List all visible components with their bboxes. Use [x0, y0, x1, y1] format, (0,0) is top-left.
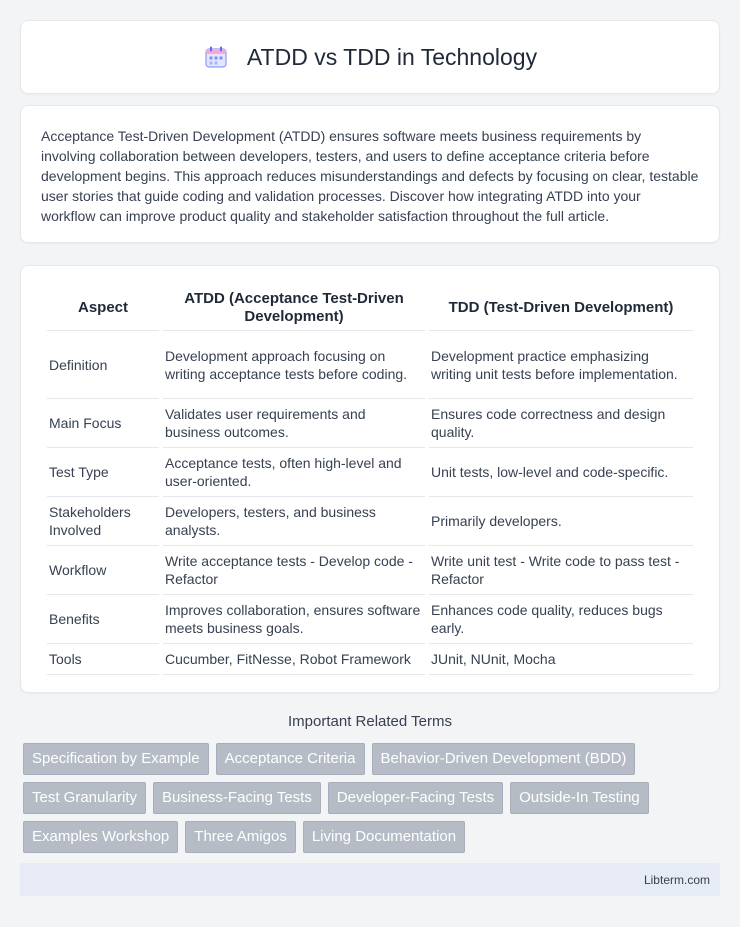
cell-aspect: Main Focus	[47, 399, 159, 448]
cell-tdd: Development practice emphasizing writing unit tests before implementation.	[429, 331, 693, 399]
tag-developer-facing-tests[interactable]: Developer-Facing Tests	[328, 782, 503, 814]
cell-aspect: Definition	[47, 331, 159, 399]
header-tdd: TDD (Test-Driven Development)	[429, 286, 693, 331]
tag-specification-by-example[interactable]: Specification by Example	[23, 743, 209, 775]
table-header-row	[47, 286, 693, 331]
tag-living-documentation[interactable]: Living Documentation	[303, 821, 465, 853]
comparison-table	[43, 286, 697, 675]
cell-tdd: Write unit test - Write code to pass test - Refactor	[429, 546, 693, 595]
cell-aspect: Tools	[47, 644, 159, 675]
cell-tdd: Ensures code correctness and design quality.	[429, 399, 693, 448]
cell-atdd: Cucumber, FitNesse, Robot Framework	[163, 644, 425, 675]
cell-atdd: Validates user requirements and business outcomes.	[163, 399, 425, 448]
table-row	[47, 331, 693, 399]
tag-test-granularity[interactable]: Test Granularity	[23, 782, 146, 814]
comparison-table-card	[20, 265, 720, 693]
header-aspect: Aspect	[47, 286, 159, 331]
footer	[20, 863, 720, 896]
table-row	[47, 644, 693, 675]
cell-tdd: Primarily developers.	[429, 497, 693, 546]
cell-atdd: Acceptance tests, often high-level and user-oriented.	[163, 448, 425, 497]
cell-atdd: Developers, testers, and business analysts.	[163, 497, 425, 546]
cell-tdd: Enhances code quality, reduces bugs early.	[429, 595, 693, 644]
tag-three-amigos[interactable]: Three Amigos	[185, 821, 296, 853]
intro-card	[20, 105, 720, 243]
cell-tdd: JUnit, NUnit, Mocha	[429, 644, 693, 675]
cell-aspect: Stakeholders Involved	[47, 497, 159, 546]
related-terms-title: Important Related Terms	[288, 713, 452, 730]
footer-site-link[interactable]: Libterm.com	[643, 872, 710, 887]
cell-tdd: Unit tests, low-level and code-specific.	[429, 448, 693, 497]
related-terms-list	[20, 743, 720, 853]
tag-acceptance-criteria[interactable]: Acceptance Criteria	[216, 743, 365, 775]
intro-text: Acceptance Test-Driven Development (ATDD) ensures software meets business requirements by involving collaboration between developers, testers, and users to define acceptance criteria before development begins. This approach reduces misunderstandings and defects by focusing on clear, testable user stories that guide coding and validation processes. Discover how integrating ATDD into your workflow can improve product quality and stakeholder satisfaction throughout the full article.	[41, 128, 699, 224]
cell-atdd: Write acceptance tests - Develop code - Refactor	[163, 546, 425, 595]
tag-examples-workshop[interactable]: Examples Workshop	[23, 821, 178, 853]
page-title: ATDD vs TDD in Technology	[246, 43, 538, 70]
table-row	[47, 448, 693, 497]
calendar-icon	[203, 44, 229, 70]
tag-bdd[interactable]: Behavior-Driven Development (BDD)	[372, 743, 636, 775]
table-row	[47, 399, 693, 448]
table-row	[47, 595, 693, 644]
cell-aspect: Workflow	[47, 546, 159, 595]
cell-aspect: Test Type	[47, 448, 159, 497]
header-card	[20, 20, 720, 94]
tag-outside-in-testing[interactable]: Outside-In Testing	[510, 782, 649, 814]
table-row	[47, 546, 693, 595]
cell-atdd: Development approach focusing on writing acceptance tests before coding.	[163, 331, 425, 399]
tag-business-facing-tests[interactable]: Business-Facing Tests	[153, 782, 321, 814]
cell-atdd: Improves collaboration, ensures software meets business goals.	[163, 595, 425, 644]
cell-aspect: Benefits	[47, 595, 159, 644]
header-atdd: ATDD (Acceptance Test-Driven Development)	[163, 286, 425, 331]
table-row	[47, 497, 693, 546]
